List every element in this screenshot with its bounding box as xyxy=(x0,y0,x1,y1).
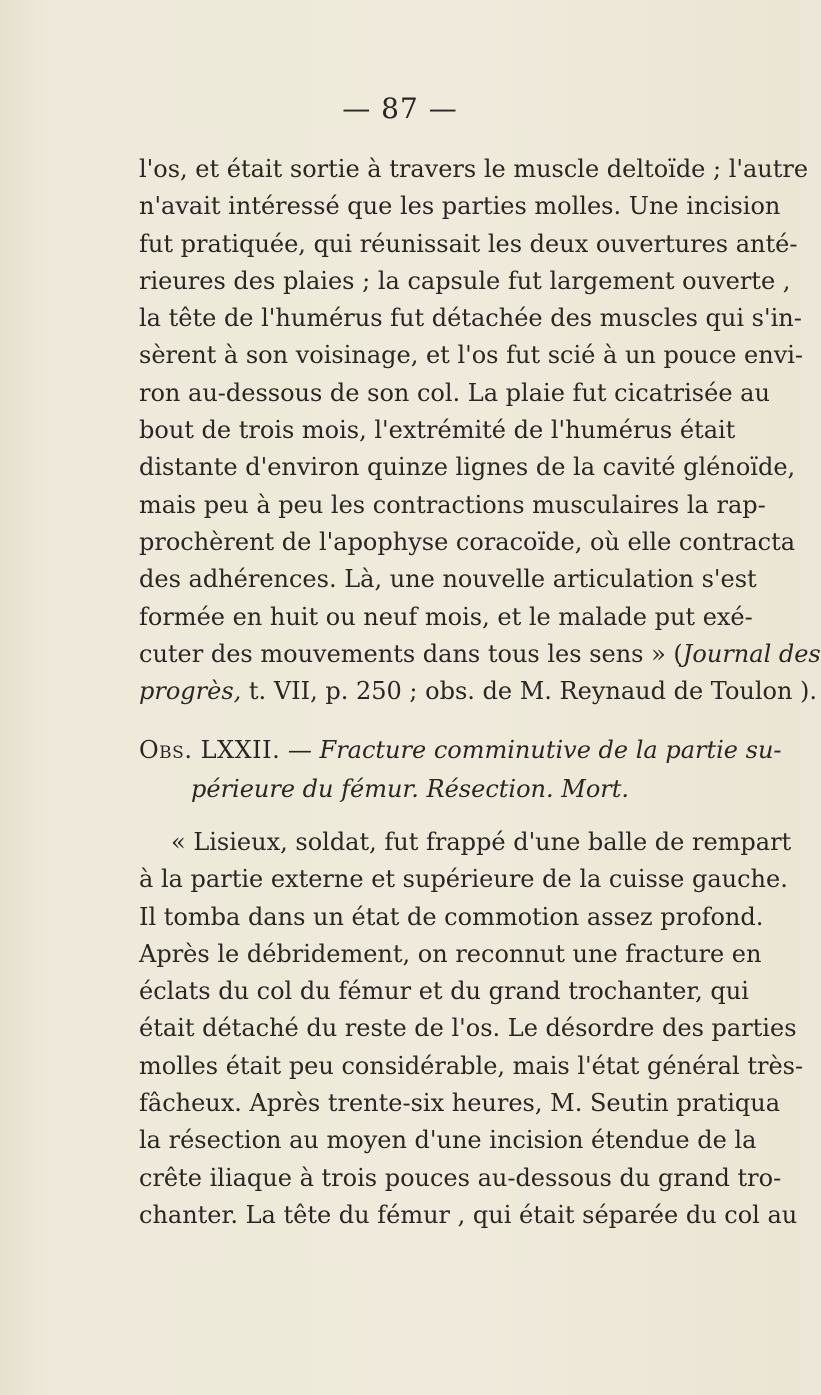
paragraph-observation-body xyxy=(139,824,804,1234)
text-line: fut pratiquée, qui réunissait les deux ouvertures anté- xyxy=(139,229,798,258)
text-line: molles était peu considérable, mais l'état général très- xyxy=(139,1051,804,1080)
text-line: Il tomba dans un état de commotion assez profond. xyxy=(139,902,764,931)
text-line: la tête de l'humérus fut détachée des muscles qui s'in- xyxy=(139,304,802,333)
observation-heading-line1 xyxy=(139,731,782,770)
text-line: était détaché du reste de l'os. Le désordre des parties xyxy=(139,1014,797,1043)
page-number-header: — 87 — xyxy=(342,92,458,125)
text-line: éclats du col du fémur et du grand trochanter, qui xyxy=(139,977,749,1006)
text-line: rieures des plaies ; la capsule fut largement ouverte , xyxy=(139,266,791,295)
observation-title-part2: périeure du fémur. Résection. Mort. xyxy=(191,775,630,803)
observation-title-part1: — Fracture comminutive de la partie su- xyxy=(280,736,782,764)
journal-title: Journal des xyxy=(682,639,821,668)
text-line: des adhérences. Là, une nouvelle articulation s'est xyxy=(139,565,757,594)
text-line: la résection au moyen d'une incision étendue de la xyxy=(139,1126,757,1155)
observation-heading xyxy=(139,731,782,809)
text-line: chanter. La tête du fémur , qui était séparée du col au xyxy=(139,1200,798,1229)
journal-title-cont: progrès, xyxy=(139,677,242,706)
text-line: prochèrent de l'apophyse coracoïde, où elle contracta xyxy=(139,527,796,556)
text-line: « Lisieux, soldat, fut frappé d'une balle de rempart xyxy=(171,828,792,856)
text-line: mais peu à peu les contractions musculaires la rap- xyxy=(139,490,766,519)
text-line: fâcheux. Après trente-six heures, M. Seutin pratiqua xyxy=(139,1089,781,1118)
text-line: à la partie externe et supérieure de la cuisse gauche. xyxy=(139,865,788,894)
text-line-citation xyxy=(139,636,821,673)
text-line: sèrent à son voisinage, et l'os fut scié à un pouce envi- xyxy=(139,341,804,370)
text-line-citation-end xyxy=(139,673,818,710)
text-line: n'avait intéressé que les parties molles. Une incision xyxy=(139,192,781,221)
text-line: distante d'environ quinze lignes de la cavité glénoïde, xyxy=(139,453,796,482)
text-line: ron au-dessous de son col. La plaie fut cicatrisée au xyxy=(139,378,770,407)
text-line: crête iliaque à trois pouces au-dessous du grand tro- xyxy=(139,1163,782,1192)
text-line: bout de trois mois, l'extrémité de l'humérus était xyxy=(139,416,736,445)
text-line: l'os, et était sortie à travers le muscle deltoïde ; l'autre xyxy=(139,155,809,183)
citation-details: t. VII, p. 250 ; obs. de M. Reynaud de Toulon ). xyxy=(241,677,818,706)
text-line: formée en huit ou neuf mois, et le malade put exé- xyxy=(139,602,753,631)
text-line: Après le débridement, on reconnut une fracture en xyxy=(139,939,762,968)
observation-label: Obs. LXXII. xyxy=(139,736,281,764)
paragraph-continuation xyxy=(139,151,821,710)
text-fragment: cuter des mouvements dans tous les sens » ( xyxy=(139,639,683,668)
